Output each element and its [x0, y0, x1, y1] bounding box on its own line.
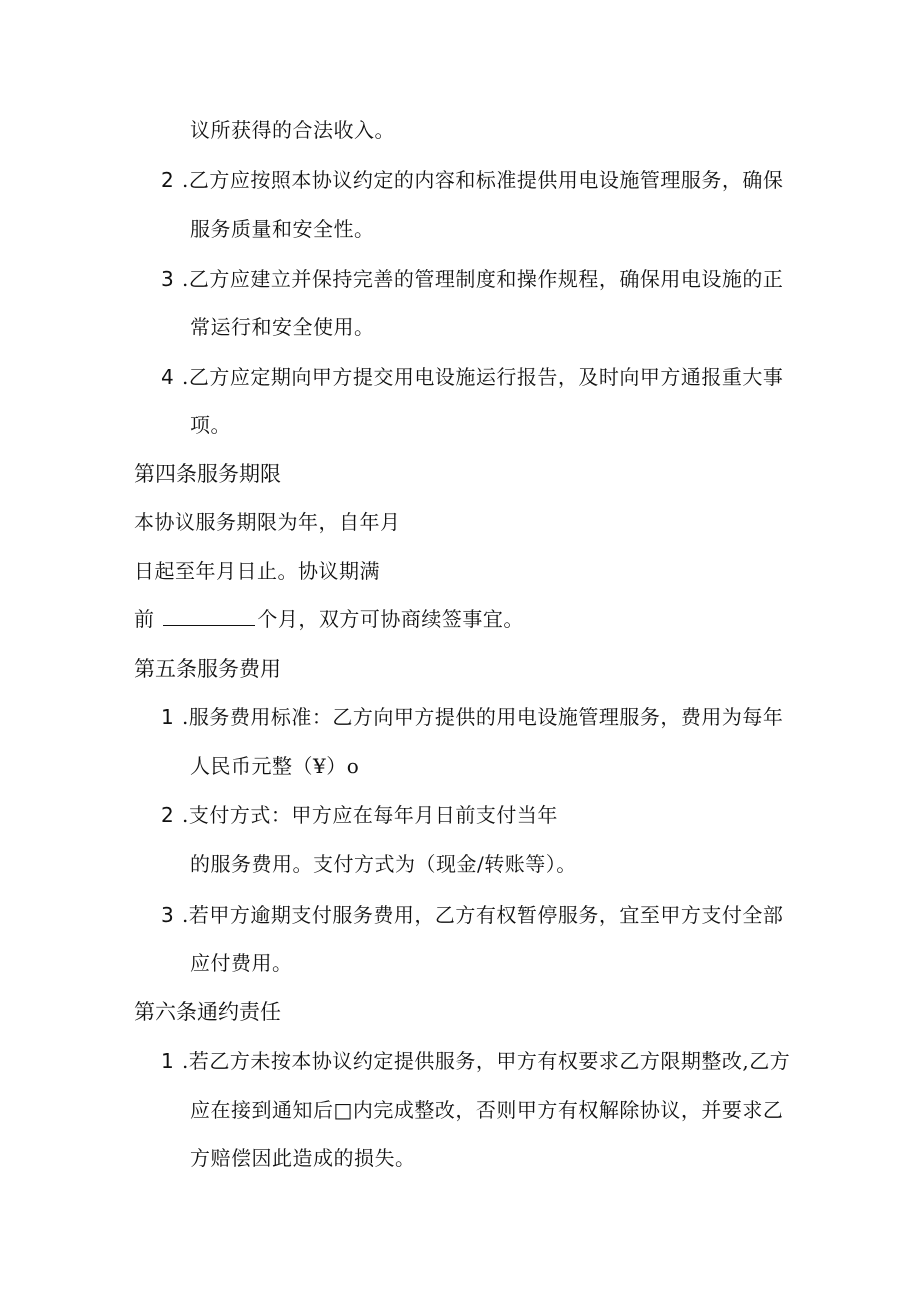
item-text: .若甲方逾期支付服务费用，乙方有权暂停服务，宜至甲方支付全部 — [182, 903, 784, 927]
item-text: .乙方应按照本协议约定的内容和标准提供用电设施管理服务，确保 — [182, 168, 784, 192]
section-heading: 第六条通约责任 — [134, 1000, 281, 1024]
item-number: 1 — [161, 1049, 174, 1073]
item-text-continuation: 应付费用。 — [190, 951, 293, 975]
item-text: .若乙方未按本协议约定提供服务，甲方有权要求乙方限期整改,乙方 — [182, 1049, 791, 1073]
item-text-continuation: 项。 — [190, 413, 231, 437]
paragraph-line: 日起至年月日止。协议期满 — [134, 559, 380, 583]
item-number: 3 — [161, 267, 174, 291]
item-text: .乙方应建立并保持完善的管理制度和操作规程，确保用电设施的正 — [182, 267, 784, 291]
item-number: 2 — [161, 168, 174, 192]
item-number: 1 — [161, 705, 174, 729]
item-number: 4 — [161, 365, 174, 389]
section-heading: 第四条服务期限 — [134, 462, 281, 486]
item-text: .服务费用标准：乙方向甲方提供的用电设施管理服务，费用为每年 — [182, 705, 784, 729]
item-text-continuation: 方赔偿因此造成的损失。 — [190, 1146, 416, 1170]
item-number: 2 — [161, 803, 174, 827]
item-number: 3 — [161, 903, 174, 927]
item-text-continuation: 应在接到通知后□内完成整改，否则甲方有权解除协议，并要求乙 — [190, 1098, 784, 1122]
item-text-continuation: 人民币元整（¥）o — [190, 754, 360, 778]
paragraph-line — [134, 607, 524, 631]
fill-in-blank[interactable] — [163, 607, 255, 626]
item-text-continuation: 常运行和安全使用。 — [190, 315, 375, 339]
section-heading: 第五条服务费用 — [134, 657, 281, 681]
item-text-continuation: 的服务费用。支付方式为（现金/转账等）。 — [190, 852, 577, 876]
text-fragment: 个月，双方可协商续签事宜。 — [257, 607, 524, 631]
paragraph-line: 本协议服务期限为年，自年月 — [134, 510, 401, 534]
item1-continuation: 议所获得的合法收入。 — [190, 118, 395, 142]
text-fragment: 前 — [134, 607, 155, 631]
item-text: .支付方式：甲方应在每年月日前支付当年 — [182, 803, 558, 827]
item-text: .乙方应定期向甲方提交用电设施运行报告，及时向甲方通报重大事 — [182, 365, 784, 389]
item-text-continuation: 服务质量和安全性。 — [190, 217, 375, 241]
